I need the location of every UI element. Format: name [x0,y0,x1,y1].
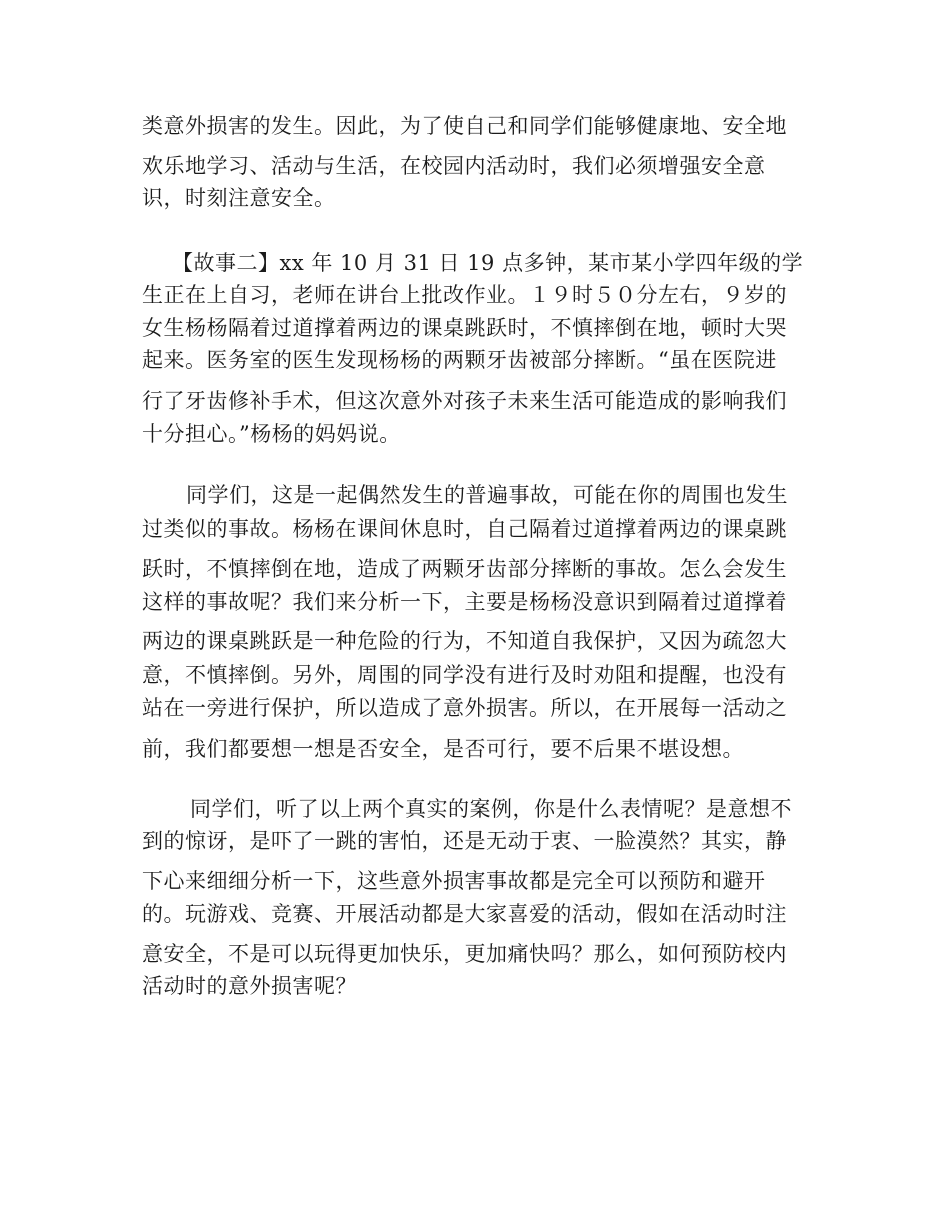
text-line: 类意外损害的发生。因此，为了使自己和同学们能够健康地、安全地 [142,114,787,138]
text-line: 站在一旁进行保护，所以造成了意外损害。所以，在开展每一活动之 [142,696,787,720]
text-line: 到的惊讶，是吓了一跳的害怕，还是无动于衷、一脸漠然？其实，静 [142,829,787,853]
text-line: 同学们，这是一起偶然发生的普遍事故，可能在你的周围也发生 [186,483,788,507]
text-line: 生正在上自习，老师在讲台上批改作业。１９时５０分左右，９岁的 [142,283,787,307]
text-line: 意安全，不是可以玩得更加快乐，更加痛快吗？那么，如何预防校内 [142,942,787,966]
text-line: 跃时，不慎摔倒在地，造成了两颗牙齿部分摔断的事故。怎么会发生 [142,557,787,581]
text-line: 两边的课桌跳跃是一种危险的行为，不知道自我保护，又因为疏忽大 [142,629,787,653]
text-line: 起来。医务室的医生发现杨杨的两颗牙齿被部分摔断。“虽在医院进 [142,348,777,372]
text-line: 的。玩游戏、竞赛、开展活动都是大家喜爱的活动，假如在活动时注 [142,902,787,926]
text-line: 识，时刻注意安全。 [142,186,336,210]
text-line: 过类似的事故。杨杨在课间休息时，自己隔着过道撑着两边的课桌跳 [142,517,787,541]
text-line: 欢乐地学习、活动与生活，在校园内活动时，我们必须增强安全意 [142,154,766,178]
text-line: 行了牙齿修补手术，但这次意外对孩子未来生活可能造成的影响我们 [142,389,787,413]
text-line: 活动时的意外损害呢？ [142,974,357,998]
text-line: 同学们，听了以上两个真实的案例，你是什么表情呢？是意想不 [190,797,792,821]
text-line: 前，我们都要想一想是否安全，是否可行，要不后果不堪设想。 [142,737,744,761]
text-line: 意，不慎摔倒。另外，周围的同学没有进行及时劝阻和提醒，也没有 [142,663,787,687]
text-line: 【故事二】xx 年 10 月 31 日 19 点多钟，某市某小学四年级的学 [172,251,804,275]
text-line: 下心来细细分析一下，这些意外损害事故都是完全可以预防和避开 [142,869,766,893]
text-line: 这样的事故呢？我们来分析一下，主要是杨杨没意识到隔着过道撑着 [142,590,787,614]
text-line: 十分担心。”杨杨的妈妈说。 [142,422,401,446]
text-line: 女生杨杨隔着过道撑着两边的课桌跳跃时，不慎摔倒在地，顿时大哭 [142,316,787,340]
